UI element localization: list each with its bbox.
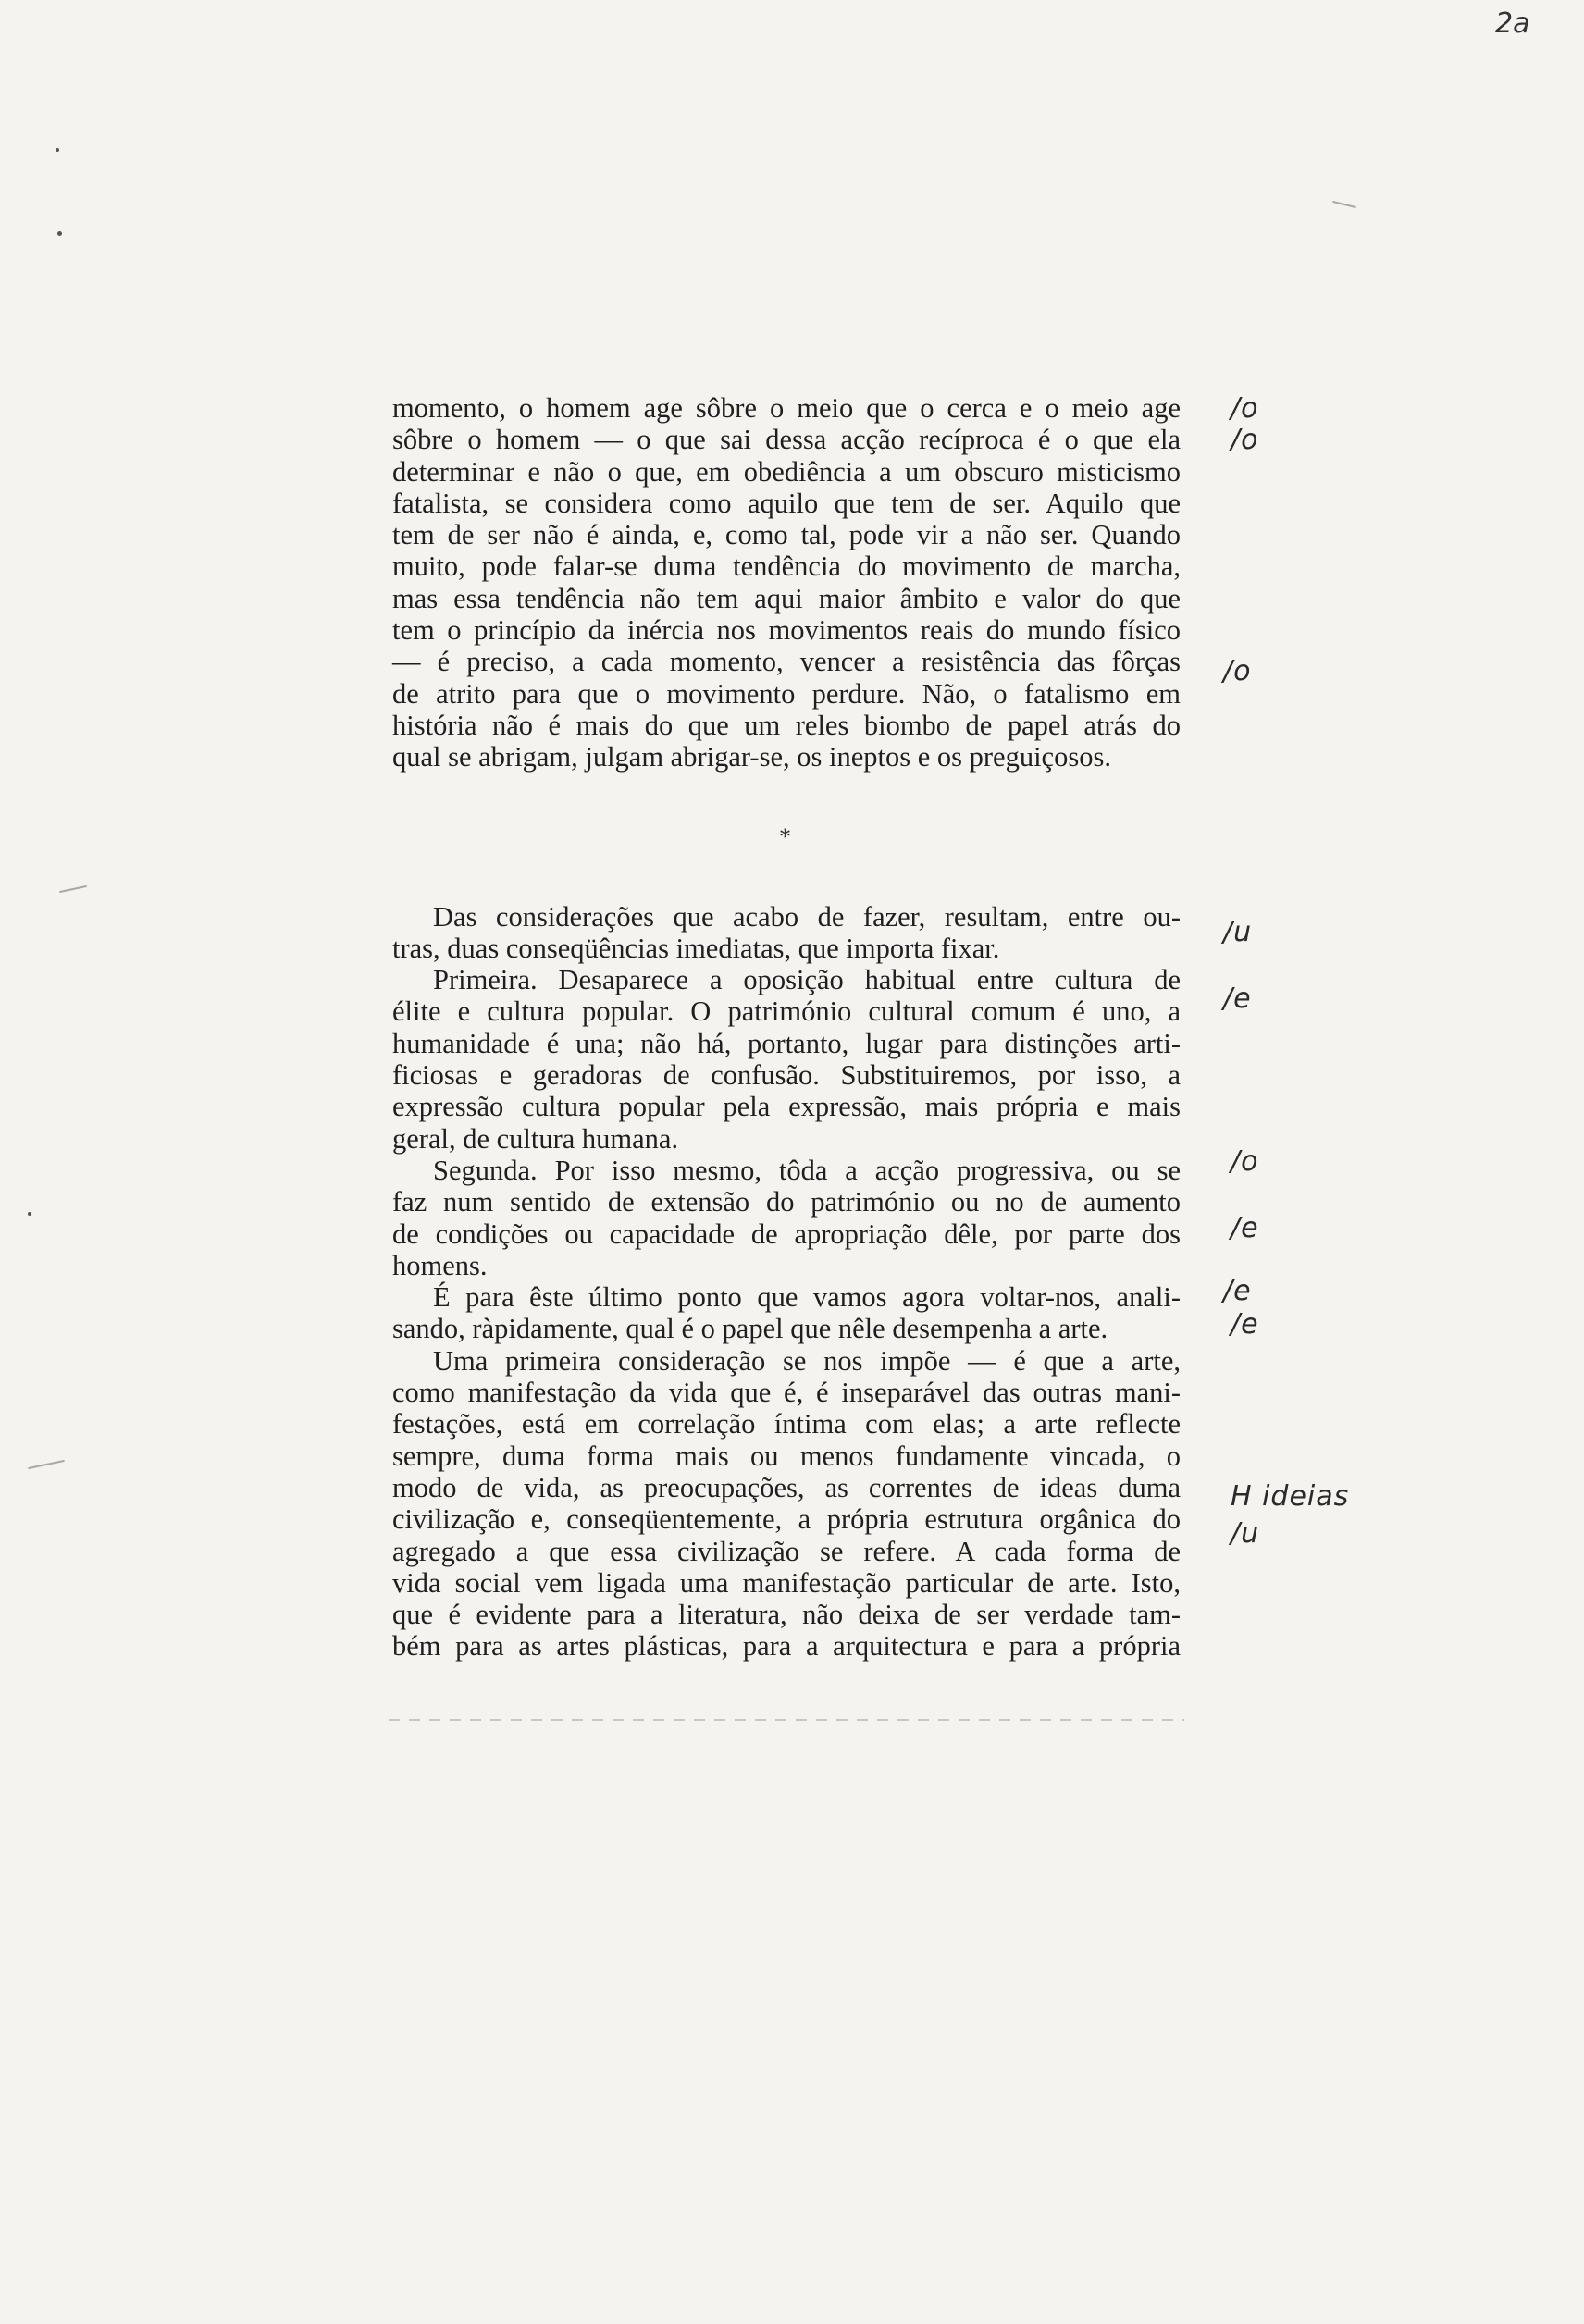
- text-line: bém para as artes plásticas, para a arquitectura e para a própria: [392, 1630, 1181, 1663]
- margin-proof-mark: /o: [1231, 1145, 1259, 1178]
- text-line: de atrito para que o movimento perdure. Não, o fatalismo em: [392, 677, 1181, 710]
- text-line: faz num sentido de extensão do património ou no de aumento: [392, 1186, 1181, 1218]
- text-line: muito, pode falar-se duma tendência do movimento de marcha,: [392, 550, 1181, 583]
- text-line: que é evidente para a literatura, não deixa de ser verdade tam-: [392, 1599, 1181, 1631]
- text-line: — é preciso, a cada momento, vencer a resistência das fôrças: [392, 646, 1181, 678]
- handwritten-page-mark: 2a: [1495, 7, 1530, 40]
- text-line: agregado a que essa civilização se refere. A cada forma de: [392, 1535, 1181, 1567]
- scan-speck: [56, 148, 59, 152]
- margin-proof-mark: /e: [1223, 1275, 1252, 1307]
- text-line: humanidade é una; não há, portanto, lugar para distinções arti-: [392, 1027, 1181, 1059]
- margin-proof-mark: /o: [1223, 655, 1252, 687]
- text-line: tem de ser não é ainda, e, como tal, pode vir a não ser. Quando: [392, 519, 1181, 551]
- text-line: como manifestação da vida que é, é inseparável das outras mani-: [392, 1377, 1181, 1409]
- margin-proof-mark: /o: [1231, 392, 1259, 425]
- text-line: de condições ou capacidade de apropriação dêle, por parte dos: [392, 1218, 1181, 1250]
- scan-edge-mark: [59, 885, 87, 893]
- body-text: [392, 392, 1181, 1663]
- text-line: tras, duas conseqüências imediatas, que importa fixar.: [392, 932, 1000, 964]
- text-line: élite e cultura popular. O património cultural comum é uno, a: [392, 995, 1181, 1028]
- text-line: fatalista, se considera como aquilo que tem de ser. Aquilo que: [392, 487, 1181, 519]
- text-line: Uma primeira consideração se nos impõe — é que a arte,: [433, 1344, 1181, 1377]
- text-line: homens.: [392, 1249, 488, 1281]
- text-line: determinar e não o que, em obediência a um obscuro misticismo: [392, 455, 1181, 488]
- text-line: vida social vem ligada uma manifestação particular de arte. Isto,: [392, 1566, 1181, 1599]
- margin-proof-mark: /e: [1223, 983, 1252, 1015]
- scan-faint-line: [389, 1719, 1184, 1721]
- text-line: sando, ràpidamente, qual é o papel que nêle desempenha a arte.: [392, 1313, 1108, 1345]
- text-line: história não é mais do que um reles biombo de papel atrás do: [392, 709, 1181, 741]
- margin-proof-mark: /u: [1223, 916, 1253, 948]
- text-line: momento, o homem age sôbre o meio que o cerca e o meio age: [392, 392, 1181, 424]
- margin-proof-mark: /e: [1231, 1308, 1259, 1341]
- scan-edge-mark: [28, 1460, 65, 1469]
- text-line: Segunda. Por isso mesmo, tôda a acção progressiva, ou se: [433, 1154, 1181, 1186]
- text-line: É para êste último ponto que vamos agora voltar-nos, anali-: [433, 1281, 1181, 1314]
- text-line: modo de vida, as preocupações, as correntes de ideas duma: [392, 1471, 1181, 1503]
- margin-proof-mark: /o: [1231, 424, 1259, 456]
- text-line: Primeira. Desaparece a oposição habitual entre cultura de: [433, 964, 1181, 996]
- text-line: tem o princípio da inércia nos movimentos reais do mundo físico: [392, 614, 1181, 647]
- scan-speck: [57, 231, 62, 236]
- text-line: festações, está em correlação íntima com elas; a arte reflecte: [392, 1408, 1181, 1440]
- text-line: mas essa tendência não tem aqui maior âmbito e valor do que: [392, 582, 1181, 614]
- margin-proof-mark: /u: [1231, 1517, 1260, 1550]
- scan-speck: [28, 1212, 31, 1216]
- text-line: civilização e, conseqüentemente, a própria estrutura orgânica do: [392, 1503, 1181, 1536]
- margin-proof-mark: H ideias: [1231, 1480, 1350, 1513]
- margin-proof-mark: /e: [1231, 1212, 1259, 1244]
- text-line: geral, de cultura humana.: [392, 1122, 679, 1155]
- scan-edge-mark: [1332, 201, 1356, 208]
- text-line: ficiosas e geradoras de confusão. Substituiremos, por isso, a: [392, 1059, 1181, 1092]
- text-line: sempre, duma forma mais ou menos fundamente vincada, o: [392, 1440, 1181, 1472]
- section-separator-asterisk: *: [779, 823, 791, 850]
- text-line: expressão cultura popular pela expressão, mais própria e mais: [392, 1091, 1181, 1123]
- text-line: Das considerações que acabo de fazer, resultam, entre ou-: [433, 900, 1181, 933]
- text-line: sôbre o homem — o que sai dessa acção recíproca é o que ela: [392, 424, 1181, 456]
- text-line: qual se abrigam, julgam abrigar-se, os ineptos e os preguiçosos.: [392, 741, 1111, 773]
